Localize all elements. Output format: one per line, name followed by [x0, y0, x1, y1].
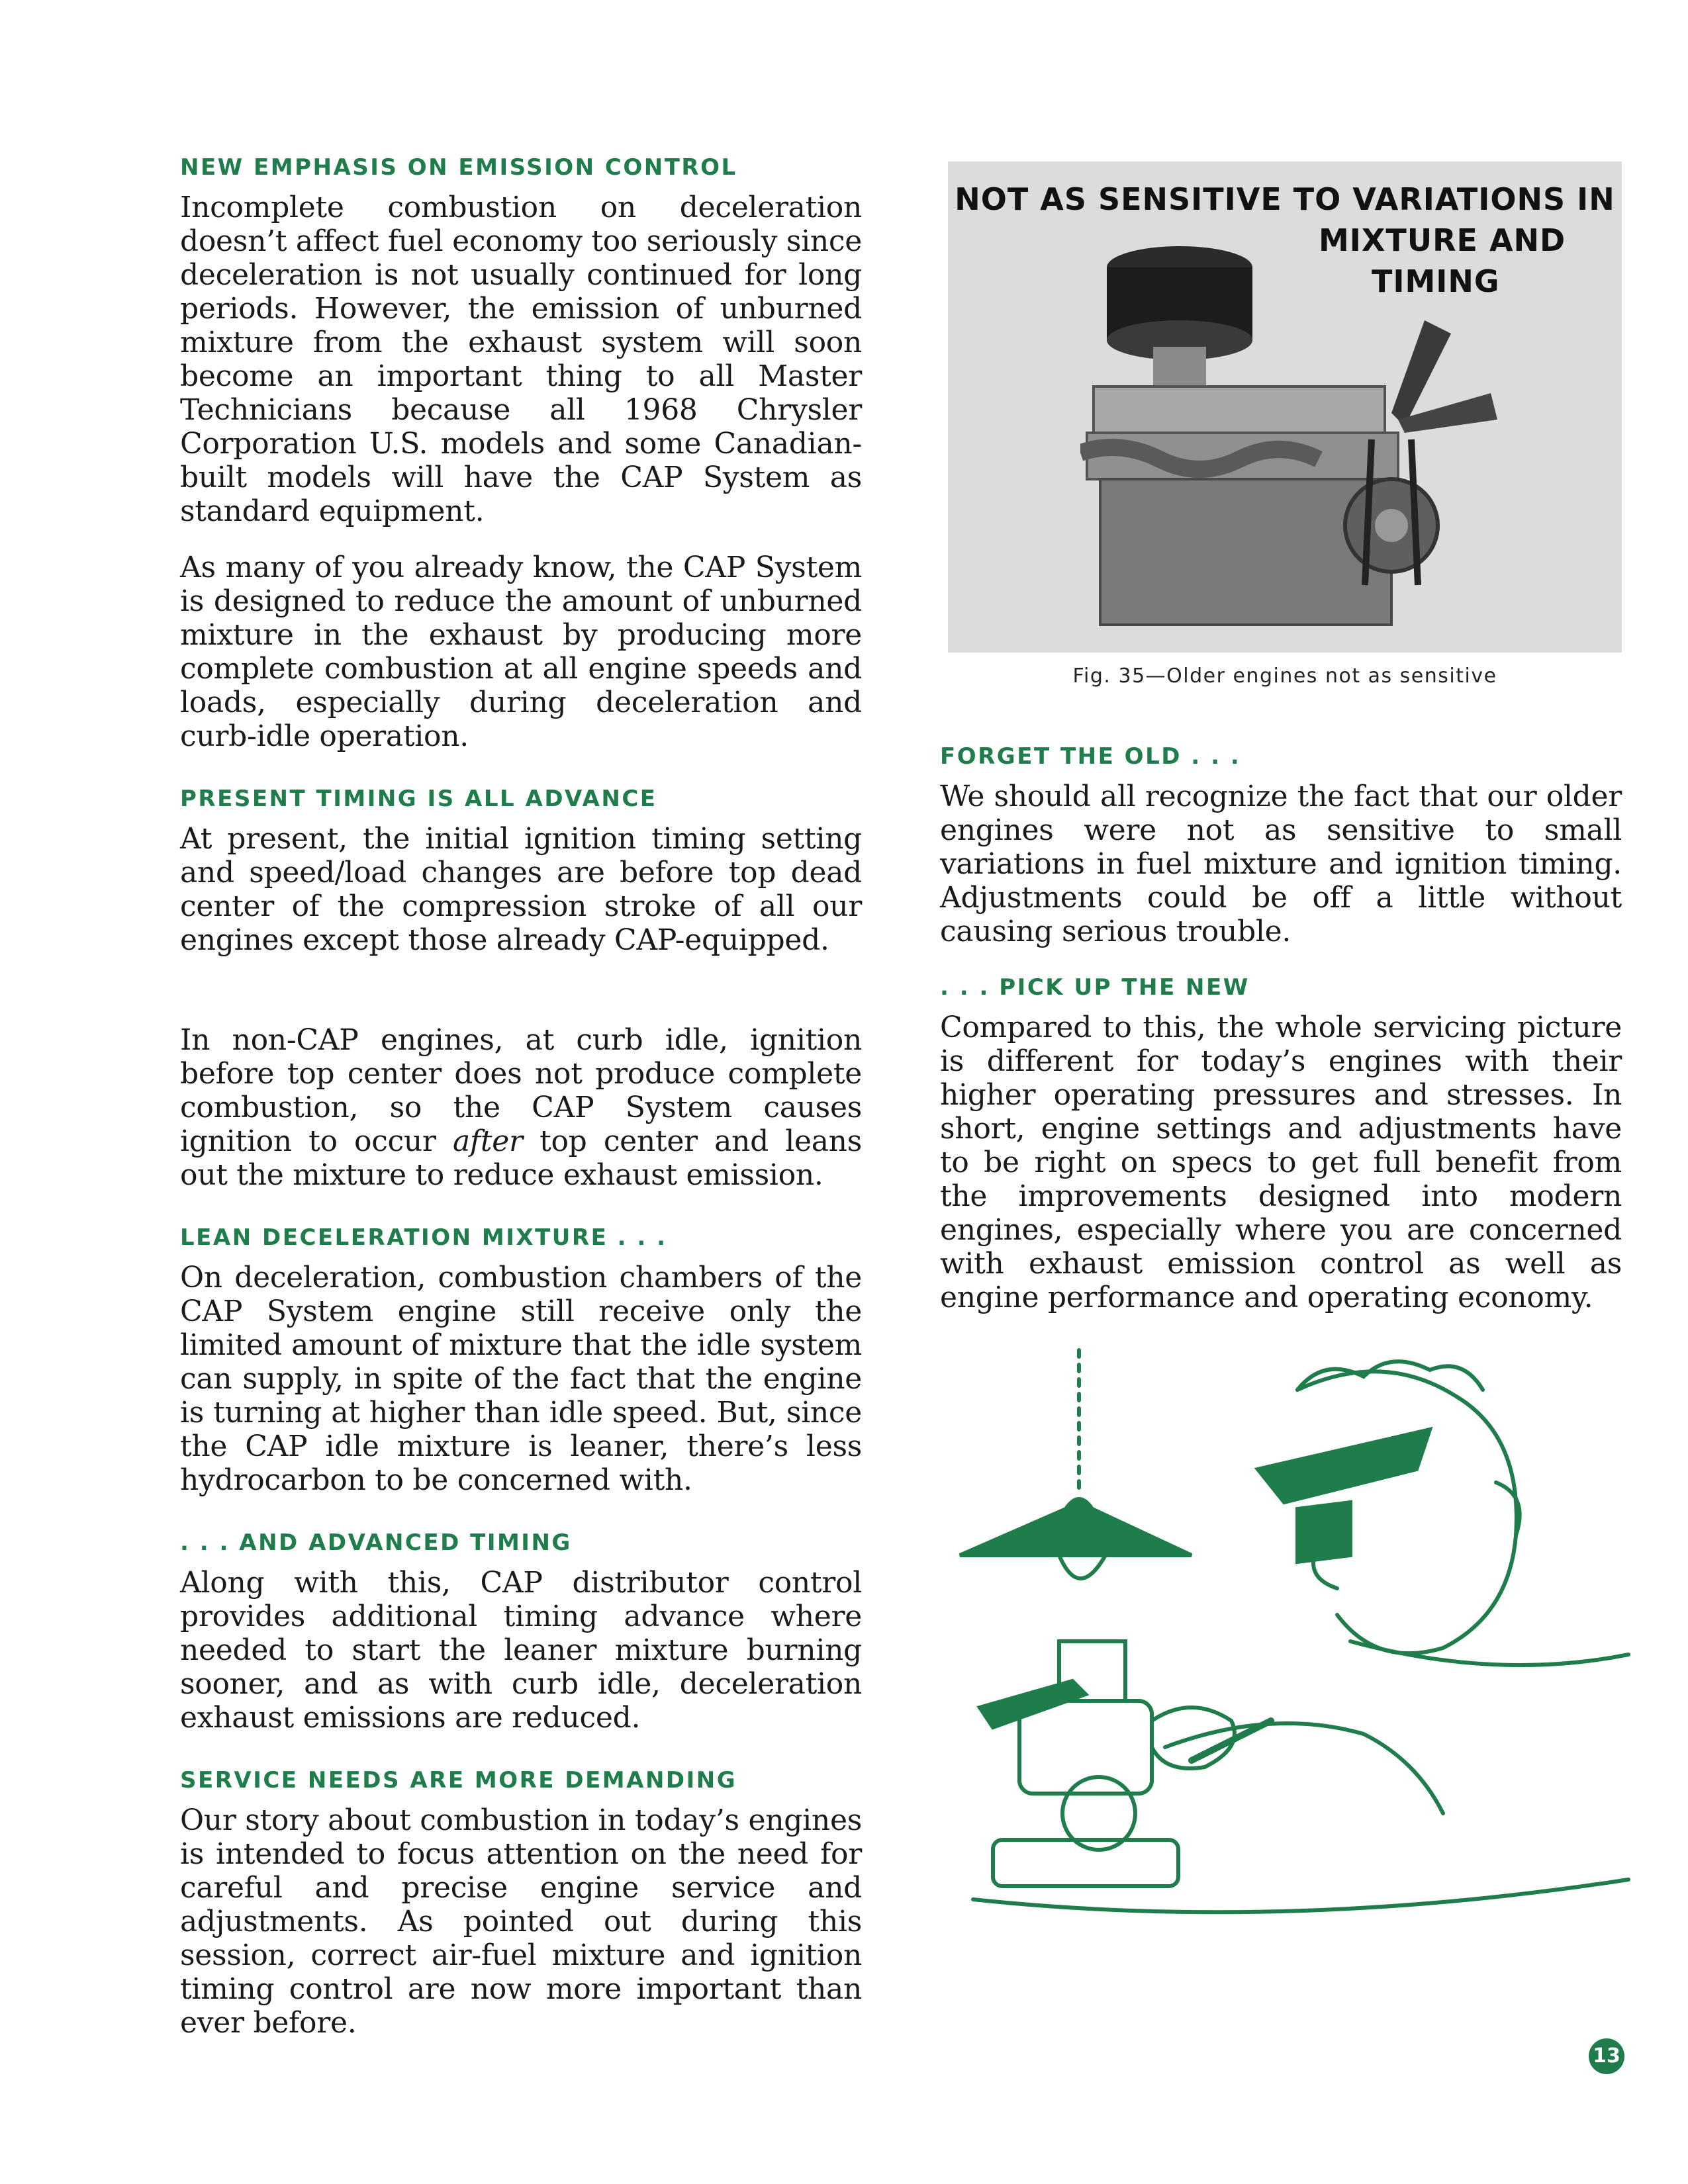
text-part: In non-CAP engines, at curb idle, ignition before top center does not produce complete combustion, so the CAP System causes ignition to occur [180, 1023, 862, 1158]
lamp-bulb [1059, 1555, 1105, 1578]
mechanic-visor [1258, 1430, 1430, 1502]
figure-headline-line-3: TIMING [1372, 263, 1500, 299]
valve-cover [1094, 387, 1385, 433]
engine-block [1100, 479, 1391, 625]
figure-headline-line-2: MIXTURE AND [1319, 222, 1566, 258]
paragraph-advanced-timing: Along with this, CAP distributor control provides additional timing advance where needed to start the leaner mixture burning sooner, and as with curb idle, deceleration exhaust emissions are reduced. [180, 1566, 862, 1735]
paragraph-service-needs: Our story about combustion in today’s engines is intended to focus attention on the need for careful and precise engine service and adjustments. As pointed out during this session, correct air-fuel mixture and ignition timing control are now more important than ever before. [180, 1803, 862, 2040]
figure-headline-line-1: NOT AS SENSITIVE TO VARIATIONS IN [955, 181, 1615, 217]
mechanic-hair [1297, 1361, 1483, 1390]
right-column [940, 740, 1622, 1314]
heading-service-needs: SERVICE NEEDS ARE MORE DEMANDING [180, 1767, 737, 1794]
emphasis-after: after [452, 1124, 523, 1158]
mechanic-shoulder [1350, 1641, 1628, 1665]
paragraph-emission-1: Incomplete combustion on deceleration doesn’t affect fuel economy too seriously since deceleration is not usually continued for long periods. However, the emission of unburned mixture from the exhaust system will soon become an important thing to all Master Technicians because all 1968 Chrysler Corporation U.S. models and some Canadian-built models will have the CAP System as standard equipment. [180, 191, 862, 528]
mechanic-arm [1165, 1723, 1443, 1813]
engine-illustration [1080, 241, 1504, 638]
paragraph-pick-up-the-new: Compared to this, the whole servicing picture is different for today’s engines with their higher operating pressures and stresses. In short, engine settings and adjustments have to be right on specs to get full benefit from the improvements designed into modern engines, especially where you are concerned with exhaust emission control as well as engine performance and operating economy. [940, 1011, 1622, 1314]
figure-caption: Fig. 35—Older engines not as sensitive [1072, 664, 1497, 688]
left-column [180, 151, 862, 2040]
paragraph-lean-deceleration: On deceleration, combustion chambers of the CAP System engine still receive only the limited amount of mixture that the idle system can supply, in spite of the fact that the engine is turning at higher than idle speed. But, since the CAP idle mixture is leaner, there’s less hydrocarbon to be concerned with. [180, 1261, 862, 1497]
lamp-shade [960, 1499, 1192, 1555]
paragraph-present-timing-1: At present, the initial ignition timing setting and speed/load changes are before top dead center of the compression stroke of all our engines except those already CAP-equipped. [180, 822, 862, 957]
text-part: top center and leans out the mixture to reduce exhaust emission. [180, 1124, 863, 1192]
heading-emission-control: NEW EMPHASIS ON EMISSION CONTROL [180, 154, 737, 181]
mechanic-cartoon-illustration [953, 1337, 1642, 1972]
paragraph-emission-2: As many of you already know, the CAP System is designed to reduce the amount of unburned mixture in the exhaust by producing more complete combustion at all engine speeds and loads, especially during deceleration and curb-idle operation. [180, 551, 862, 753]
carburetor-linkage [980, 1681, 1086, 1727]
paragraph-forget-the-old: We should all recognize the fact that our older engines were not as sensitive to small variations in fuel mixture and ignition timing. Adjustments could be off a little without causing serious trouble. [940, 780, 1622, 948]
heading-lean-deceleration: LEAN DECELERATION MIXTURE . . . [180, 1224, 667, 1251]
heading-forget-the-old: FORGET THE OLD . . . [940, 743, 1241, 770]
heading-pick-up-the-new: . . . PICK UP THE NEW [940, 974, 1250, 1001]
heading-advanced-timing: . . . AND ADVANCED TIMING [180, 1529, 572, 1556]
mechanic-eyepiece [1297, 1502, 1350, 1562]
heading-present-timing: PRESENT TIMING IS ALL ADVANCE [180, 786, 657, 812]
page-number: 13 [1589, 2038, 1624, 2074]
pulley-hub [1375, 509, 1408, 542]
figure-engine-photo [948, 161, 1622, 653]
paragraph-present-timing-2 [180, 1023, 862, 1192]
